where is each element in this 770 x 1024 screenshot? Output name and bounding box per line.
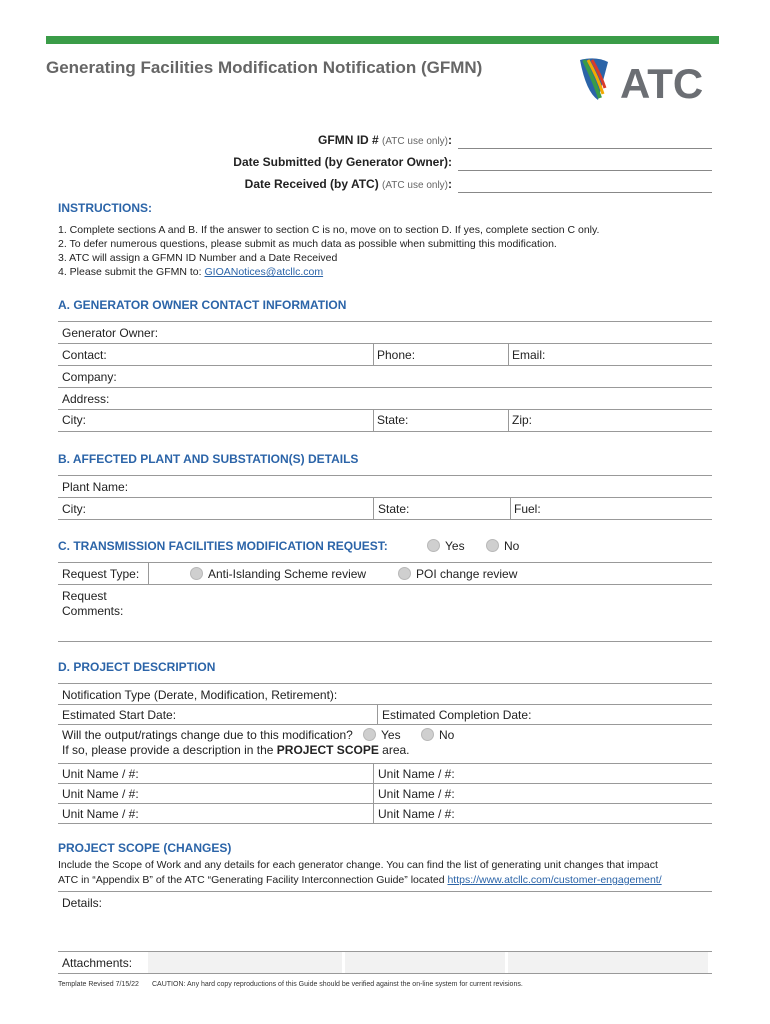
divider: [373, 409, 374, 431]
modification-yes-radio[interactable]: Yes: [427, 539, 465, 553]
caution-note: CAUTION: Any hard copy reproductions of this Guide should be verified against the on-line system for current revisions.: [152, 981, 523, 988]
unit-name-4: Unit Name / #:: [378, 787, 455, 801]
template-revised: Template Revised 7/15/22: [58, 981, 139, 988]
divider: [373, 497, 374, 519]
fuel-label: Fuel:: [514, 502, 541, 516]
section-c-heading: C. TRANSMISSION FACILITIES MODIFICATION REQUEST:: [58, 539, 388, 553]
instruction-1: 1. Complete sections A and B. If the answer to section C is no, move on to section D. If yes, complete section C only.: [58, 224, 600, 236]
attachments-label: Attachments:: [62, 956, 133, 970]
divider: [58, 891, 712, 892]
plant-state-label: State:: [378, 502, 410, 516]
page-title: Generating Facilities Modification Notification (GFMN): [46, 58, 483, 77]
divider: [58, 431, 712, 432]
address-label: Address:: [62, 392, 110, 406]
plant-city-label: City:: [62, 502, 86, 516]
divider: [58, 343, 712, 344]
scope-text-1: Include the Scope of Work and any details for each generator change. You can find the list of generating unit changes that impact: [58, 859, 658, 871]
project-scope-heading: PROJECT SCOPE (CHANGES): [58, 841, 232, 855]
section-b-heading: B. AFFECTED PLANT AND SUBSTATION(S) DETAILS: [58, 452, 359, 466]
poi-change-radio[interactable]: POI change review: [398, 567, 517, 581]
unit-name-3: Unit Name / #:: [62, 787, 139, 801]
output-yes-radio[interactable]: Yes: [363, 728, 401, 742]
contact-label: Contact:: [62, 348, 107, 362]
comments-field[interactable]: [58, 641, 712, 642]
instruction-3: 3. ATC will assign a GFMN ID Number and a Date Received: [58, 252, 338, 264]
scope-text-2: ATC in “Appendix B” of the ATC “Generating Facility Interconnection Guide” located https://www.atcllc.com/customer-engagement/: [58, 874, 662, 886]
divider: [508, 409, 509, 431]
radio-icon: [190, 567, 203, 580]
divider: [58, 704, 712, 705]
divider: [58, 823, 712, 824]
company-label: Company:: [62, 370, 117, 384]
section-d-heading: D. PROJECT DESCRIPTION: [58, 660, 216, 674]
modification-no-radio[interactable]: No: [486, 539, 519, 553]
comments-label: Comments:: [62, 604, 124, 618]
start-date-label: Estimated Start Date:: [62, 708, 177, 722]
divider: [58, 519, 712, 520]
divider: [58, 562, 712, 563]
date-submitted-field[interactable]: [458, 170, 712, 171]
atc-logo: [576, 54, 716, 108]
divider: [58, 409, 712, 410]
divider: [58, 365, 712, 366]
instructions-heading: INSTRUCTIONS:: [58, 201, 152, 215]
unit-name-1: Unit Name / #:: [62, 767, 139, 781]
date-submitted-label: Date Submitted (by Generator Owner):: [233, 155, 452, 169]
customer-engagement-link[interactable]: https://www.atcllc.com/customer-engagement/: [447, 874, 662, 886]
divider: [510, 497, 511, 519]
divider: [58, 321, 712, 322]
state-label: State:: [377, 413, 409, 427]
divider: [58, 387, 712, 388]
notification-type-label: Notification Type (Derate, Modification, Retirement):: [62, 688, 338, 702]
zip-label: Zip:: [512, 413, 533, 427]
details-label: Details:: [62, 896, 103, 910]
divider: [58, 584, 712, 585]
details-field[interactable]: [58, 910, 712, 950]
radio-icon: [486, 539, 499, 552]
unit-name-5: Unit Name / #:: [62, 807, 139, 821]
instruction-2: 2. To defer numerous questions, please submit as much data as possible when submitting this modification.: [58, 238, 557, 250]
unit-name-2: Unit Name / #:: [378, 767, 455, 781]
gfmn-id-field[interactable]: [458, 148, 712, 149]
phone-label: Phone:: [377, 348, 416, 362]
completion-date-label: Estimated Completion Date:: [382, 708, 532, 722]
unit-name-6: Unit Name / #:: [378, 807, 455, 821]
attachment-slot-2[interactable]: [345, 952, 505, 973]
request-label: Request: [62, 589, 107, 603]
divider: [58, 783, 712, 784]
radio-icon: [421, 728, 434, 741]
divider: [58, 763, 712, 764]
email-label: Email:: [512, 348, 546, 362]
attachment-slot-1[interactable]: [148, 952, 342, 973]
attachment-slot-3[interactable]: [508, 952, 708, 973]
divider: [58, 475, 712, 476]
divider: [508, 343, 509, 365]
date-received-field[interactable]: [458, 192, 712, 193]
radio-icon: [363, 728, 376, 741]
gfmn-id-label: GFMN ID # (ATC use only):: [318, 133, 452, 147]
divider: [58, 683, 712, 684]
divider: [377, 704, 378, 724]
radio-icon: [427, 539, 440, 552]
divider: [148, 562, 149, 584]
date-received-label: Date Received (by ATC) (ATC use only):: [244, 177, 452, 191]
radio-icon: [398, 567, 411, 580]
logo-text: ATC: [620, 60, 704, 107]
plant-name-label: Plant Name:: [62, 480, 129, 494]
request-type-label: Request Type:: [62, 567, 140, 581]
generator-owner-label: Generator Owner:: [62, 326, 159, 340]
divider: [373, 343, 374, 365]
divider: [58, 497, 712, 498]
divider: [58, 803, 712, 804]
divider: [373, 763, 374, 823]
divider: [58, 973, 712, 974]
header-bar: [46, 36, 719, 44]
section-a-heading: A. GENERATOR OWNER CONTACT INFORMATION: [58, 298, 347, 312]
city-label: City:: [62, 413, 86, 427]
instruction-4: 4. Please submit the GFMN to: GIOANotices@atcllc.com: [58, 266, 324, 278]
scope-description-note: If so, please provide a description in the PROJECT SCOPE area.: [62, 743, 410, 757]
output-no-radio[interactable]: No: [421, 728, 454, 742]
anti-islanding-radio[interactable]: Anti-Islanding Scheme review: [190, 567, 366, 581]
output-question-label: Will the output/ratings change due to this modification?: [62, 728, 353, 742]
email-link[interactable]: GIOANotices@atcllc.com: [204, 266, 324, 278]
divider: [58, 724, 712, 725]
